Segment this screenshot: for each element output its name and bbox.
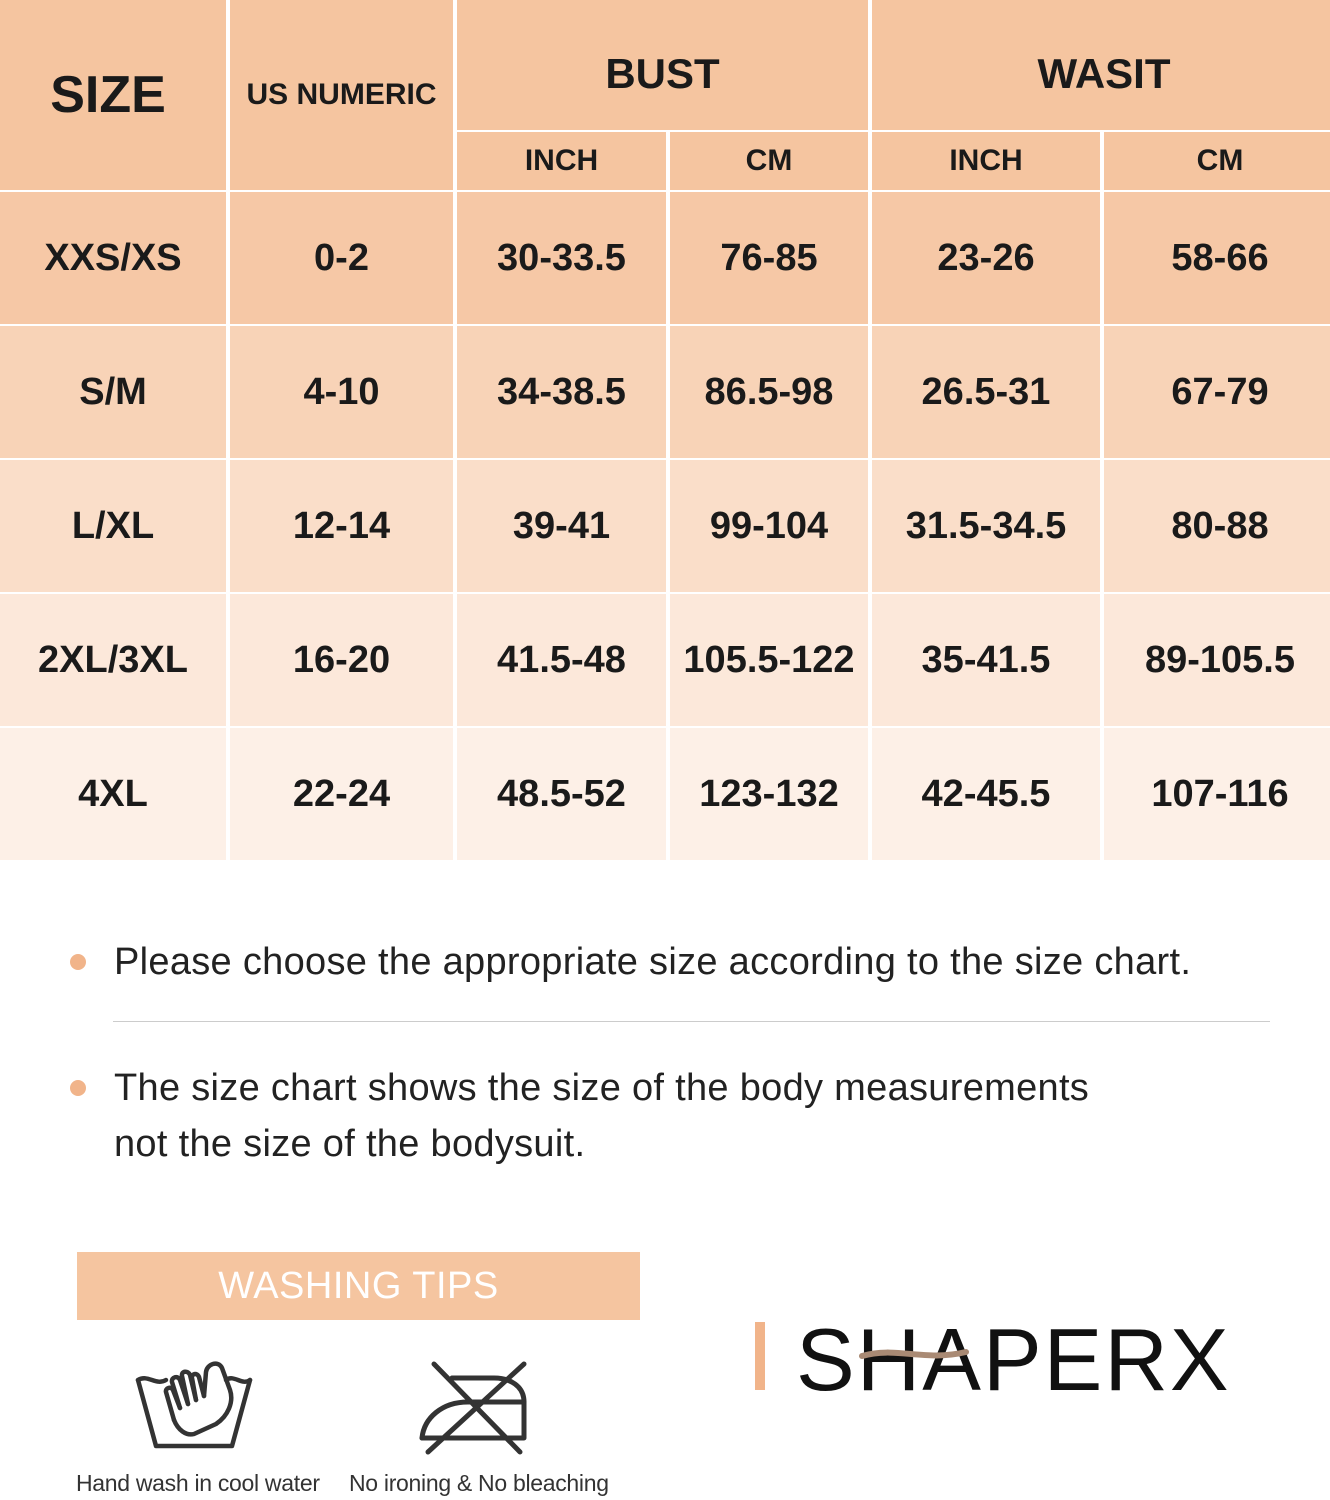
hand-wash-caption: Hand wash in cool water xyxy=(76,1470,320,1496)
waist-cm-cell: 67-79 xyxy=(1104,326,1330,458)
bust-cm-cell: 76-85 xyxy=(670,192,868,324)
bust-inch-cell: 41.5-48 xyxy=(457,594,666,726)
waist-cm-cell: 80-88 xyxy=(1104,460,1330,592)
logo-wordmark: SHAPERX xyxy=(796,1312,1231,1402)
bust-cm-cell: 123-132 xyxy=(670,728,868,860)
bust-inch-cell: 34-38.5 xyxy=(457,326,666,458)
us-numeric-cell: 0-2 xyxy=(230,192,453,324)
bust-cm-header: CM xyxy=(670,132,868,190)
shaperx-logo xyxy=(796,1312,1266,1402)
no-iron-caption: No ironing & No bleaching xyxy=(349,1470,609,1496)
waist-cm-cell: 107-116 xyxy=(1104,728,1330,860)
logo-accent-bar xyxy=(755,1322,765,1390)
bullet-dot-icon xyxy=(70,954,86,970)
waist-inch-cell: 31.5-34.5 xyxy=(872,460,1100,592)
us-numeric-cell: 16-20 xyxy=(230,594,453,726)
logo-swoosh xyxy=(862,1352,966,1356)
bust-inch-cell: 48.5-52 xyxy=(457,728,666,860)
waist-inch-header: INCH xyxy=(872,132,1100,190)
washing-tips-banner: WASHING TIPS xyxy=(77,1252,640,1320)
us-numeric-cell: 4-10 xyxy=(230,326,453,458)
us-numeric-header: US NUMERIC xyxy=(230,0,453,190)
bust-cm-cell: 99-104 xyxy=(670,460,868,592)
size-cell: L/XL xyxy=(0,460,226,592)
size-cell: S/M xyxy=(0,326,226,458)
bust-cm-cell: 105.5-122 xyxy=(670,594,868,726)
hand-wash-icon xyxy=(130,1350,258,1454)
waist-inch-cell: 35-41.5 xyxy=(872,594,1100,726)
us-numeric-cell: 12-14 xyxy=(230,460,453,592)
size-cell: 4XL xyxy=(0,728,226,860)
waist-inch-cell: 23-26 xyxy=(872,192,1100,324)
size-cell: XXS/XS xyxy=(0,192,226,324)
size-cell: 2XL/3XL xyxy=(0,594,226,726)
bullet-dot-icon xyxy=(70,1080,86,1096)
note-text-line2: not the size of the bodysuit. xyxy=(114,1123,586,1165)
no-iron-icon xyxy=(412,1356,534,1456)
note-text-line1: The size chart shows the size of the body measurements xyxy=(114,1067,1090,1109)
note-text: Please choose the appropriate size according to the size chart. xyxy=(114,941,1192,983)
waist-cm-cell: 89-105.5 xyxy=(1104,594,1330,726)
size-header: SIZE xyxy=(0,0,226,190)
waist-inch-cell: 42-45.5 xyxy=(872,728,1100,860)
divider xyxy=(113,1021,1270,1022)
waist-cm-header: CM xyxy=(1104,132,1330,190)
waist-header: WASIT xyxy=(872,0,1330,130)
waist-inch-cell: 26.5-31 xyxy=(872,326,1100,458)
bust-cm-cell: 86.5-98 xyxy=(670,326,868,458)
us-numeric-cell: 22-24 xyxy=(230,728,453,860)
bust-inch-header: INCH xyxy=(457,132,666,190)
bust-inch-cell: 30-33.5 xyxy=(457,192,666,324)
bust-inch-cell: 39-41 xyxy=(457,460,666,592)
waist-cm-cell: 58-66 xyxy=(1104,192,1330,324)
bust-header: BUST xyxy=(457,0,868,130)
